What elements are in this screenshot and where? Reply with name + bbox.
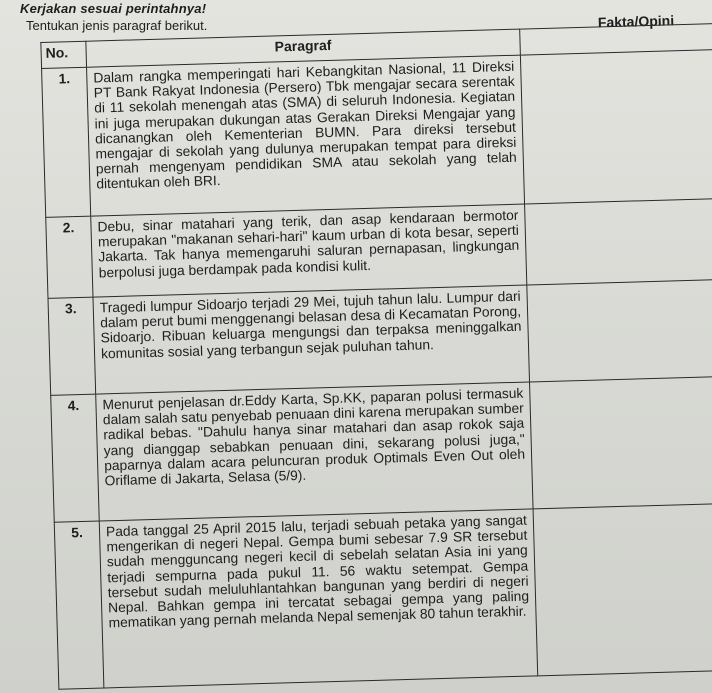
fakta-opini-answer-cell[interactable]	[520, 50, 712, 204]
table-row	[48, 279, 712, 395]
fakta-opini-answer-cell[interactable]	[533, 503, 712, 675]
row-number: 1.	[42, 67, 91, 217]
fakta-opini-answer-cell[interactable]	[527, 279, 712, 382]
paragraph-text: Menurut penjelasan dr.Eddy Karta, Sp.KK, paparan polusi termasuk dalam salah satu penyebab penuaan dini karena merupakan sumber radikal bebas. "Dahulu hanya sinar matahari dan asap rokok saja yang dianggap sebabkan penuaan dini, sekarang polusi juga," paparnya dalam acara peluncuran produk Optimals Even Out oleh Oriflame di Jakarta, Selasa (5/9).	[96, 382, 533, 521]
header-fakta-opini: Fakta/Opini	[597, 12, 675, 31]
paragraph-text: Pada tanggal 25 April 2015 lalu, terjadi sebuah petaka yang sangat mengerikan di negeri Nepal. Gempa bumi sebesar 7.9 SR tersebut sudah mengguncang negeri kecil di sebelah selatan Asia ini yang terjadi sempurna pada pukul 11. 56 waktu setempat. Gempa tersebut sudah meluluhlantahkan bangunan yang berdiri di negeri Nepal. Bahkan gempa ini tercatat sebagai gempa yang paling mematikan yang pernah melanda Nepal semenjak 80 tahun terakhir.	[99, 509, 537, 688]
table-row	[51, 376, 712, 522]
intro-text: Tentukan jenis paragraf berikut.	[26, 18, 208, 33]
header-no: No.	[41, 41, 87, 68]
fakta-opini-answer-cell[interactable]	[525, 198, 712, 285]
paragraph-text: Debu, sinar matahari yang terik, dan asap kendaraan bermotor merupakan "makanan sehari-hari" kaum urban di kota besar, seperti Jakarta. Tak hanya memengaruhi saluran pernapasan, lingkungan berpolusi juga berdampak pada kondisi kulit.	[91, 204, 527, 297]
row-number: 3.	[48, 297, 96, 395]
paragraph-text: Dalam rangka memperingati hari Kebangkitan Nasional, 11 Direksi PT Bank Rakyat Indonesia (Persero) Tbk mengajar secara serentak di 11 sekolah menengah atas (SMA) di seluruh Indonesia. Kegiatan ini juga merupakan dukungan atas Gerakan Direksi Mengajar yang dicanangkan oleh Kementerian BUMN. Para direksi tersebut mengajar di sekolah yang dulunya merupakan tempat para direksi pernah mengenyam pendidikan SMA atau sekolah yang telah ditentukan oleh BRI.	[87, 55, 525, 216]
table-row	[54, 503, 712, 689]
table-row	[42, 50, 712, 218]
instruction-heading: Kerjakan sesuai perintahnya!	[20, 1, 207, 16]
row-number: 2.	[46, 216, 93, 298]
worksheet-table-frame	[40, 11, 712, 693]
fakta-opini-answer-cell[interactable]	[530, 376, 712, 509]
paragraph-table	[40, 23, 712, 690]
row-number: 5.	[54, 521, 104, 689]
paragraph-text: Tragedi lumpur Sidoarjo terjadi 29 Mei, tujuh tahun lalu. Lumpur dari dalam perut bumi menggenangi belasan desa di Kecamatan Porong, Sidoarjo. Ribuan keluarga mengungsi dan terpaksa meninggalkan komunitas sosial yang terbangun sejak puluhan tahun.	[93, 285, 530, 394]
header-paragraf: Paragraf	[86, 29, 521, 67]
row-number: 4.	[51, 394, 100, 522]
